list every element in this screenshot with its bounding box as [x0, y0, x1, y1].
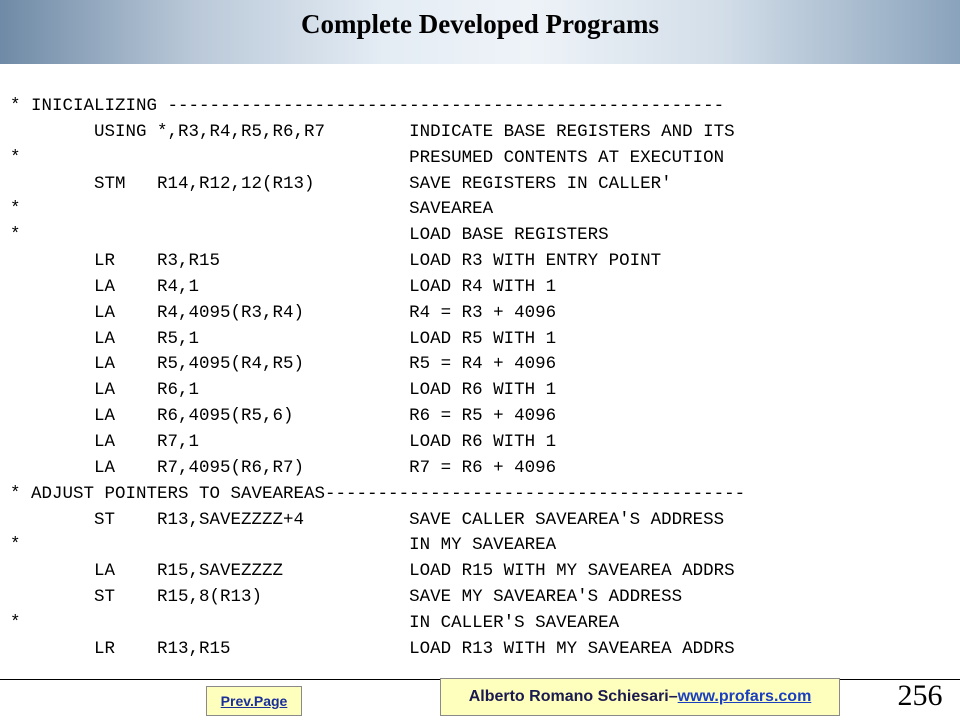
title-banner	[0, 0, 960, 64]
code-line: * IN MY SAVEAREA	[10, 535, 557, 556]
page-number: 256	[897, 679, 943, 712]
code-line: LA R5,4095(R4,R5) R5 = R4 + 4096	[10, 354, 557, 375]
code-line: LA R6,1 LOAD R6 WITH 1	[10, 380, 557, 401]
code-line: LR R13,R15 LOAD R13 WITH MY SAVEAREA ADDRS	[10, 638, 735, 659]
code-line: LA R4,4095(R3,R4) R4 = R3 + 4096	[10, 302, 557, 323]
code-line: * SAVEAREA	[10, 199, 494, 220]
code-listing	[10, 94, 955, 663]
code-line: ST R15,8(R13) SAVE MY SAVEAREA'S ADDRESS	[10, 587, 683, 608]
author-name: Alberto Romano Schiesari	[468, 688, 669, 705]
code-line: LR R3,R15 LOAD R3 WITH ENTRY POINT	[10, 251, 662, 272]
code-line: USING *,R3,R4,R5,R6,R7 INDICATE BASE REGISTERS AND ITS	[10, 121, 735, 142]
code-line: LA R15,SAVEZZZZ LOAD R15 WITH MY SAVEAREA ADDRS	[10, 561, 735, 582]
code-line: LA R5,1 LOAD R5 WITH 1	[10, 328, 557, 349]
author-separator: –	[668, 688, 678, 705]
code-line: * IN CALLER'S SAVEAREA	[10, 612, 620, 633]
code-line: * ADJUST POINTERS TO SAVEAREAS----------------------------------------	[10, 483, 746, 504]
author-credit	[440, 678, 840, 716]
code-line: * LOAD BASE REGISTERS	[10, 225, 609, 246]
code-line: LA R7,1 LOAD R6 WITH 1	[10, 431, 557, 452]
code-line: ST R13,SAVEZZZZ+4 SAVE CALLER SAVEAREA'S ADDRESS	[10, 509, 725, 530]
code-line: LA R7,4095(R6,R7) R7 = R6 + 4096	[10, 457, 557, 478]
code-line: LA R6,4095(R5,6) R6 = R5 + 4096	[10, 406, 557, 427]
code-line: * INICIALIZING -----------------------------------------------------	[10, 96, 725, 116]
website-link[interactable]: www.profars.com	[677, 688, 812, 705]
code-line: * PRESUMED CONTENTS AT EXECUTION	[10, 147, 725, 168]
code-line: LA R4,1 LOAD R4 WITH 1	[10, 276, 557, 297]
code-line: STM R14,R12,12(R13) SAVE REGISTERS IN CALLER'	[10, 173, 672, 194]
prev-page-button[interactable]: Prev.Page	[206, 686, 302, 716]
page-title: Complete Developed Programs	[301, 9, 659, 39]
